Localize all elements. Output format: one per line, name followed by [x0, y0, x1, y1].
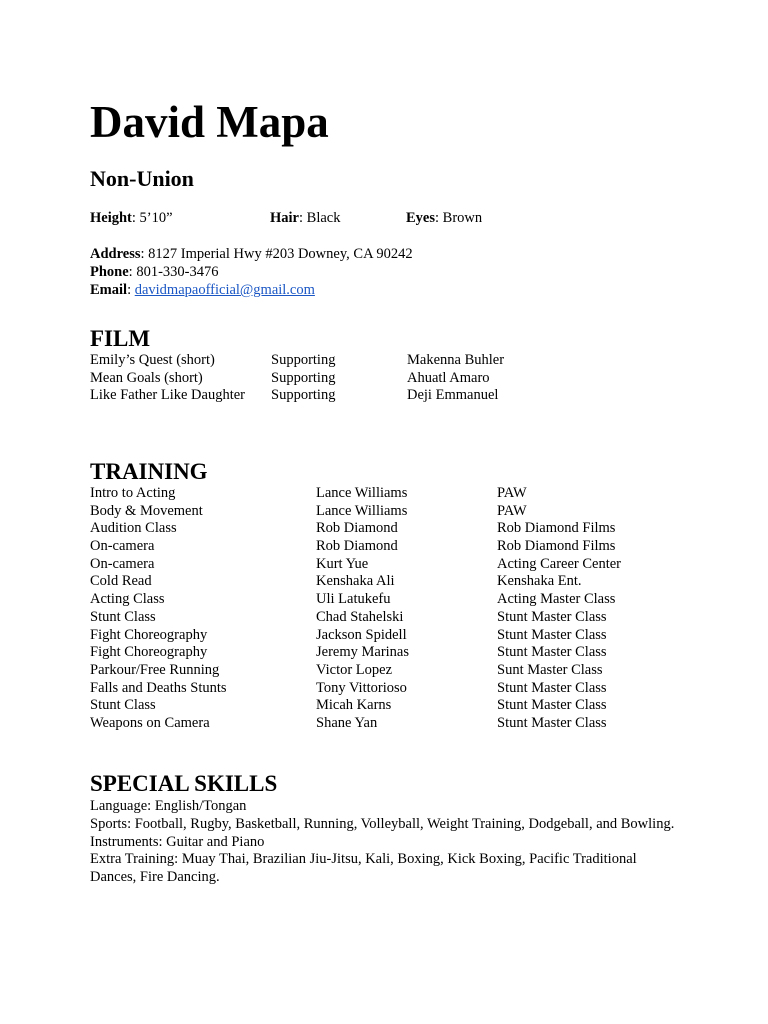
training-row-detail: Jeremy Marinas — [316, 644, 410, 661]
training-row-title: Acting Class — [90, 591, 165, 608]
skill-sports: Sports: Football, Rugby, Basketball, Running, Volleyball, Weight Training, Dodgeball, and Bowling. — [90, 815, 675, 832]
training-row-detail: Jackson Spidell — [316, 626, 407, 643]
training-row — [90, 556, 710, 574]
physical-stats — [90, 209, 690, 227]
training-row-source: Stunt Master Class — [497, 679, 607, 696]
training-row-source: PAW — [497, 485, 527, 501]
training-row — [90, 715, 710, 733]
contact-info — [90, 245, 413, 299]
training-row-source: Acting Career Center — [497, 555, 622, 572]
address-line — [90, 245, 413, 263]
film-row-detail: Supporting — [271, 369, 336, 386]
training-row-source: Rob Diamond Films — [497, 520, 616, 537]
training-row-title: Audition Class — [90, 520, 177, 537]
training-row-detail: Lance Williams — [316, 485, 408, 501]
training-row-source: Stunt Master Class — [497, 697, 607, 714]
training-row-title: Stunt Class — [90, 608, 156, 625]
training-row — [90, 538, 710, 556]
training-row-title: Fight Choreography — [90, 644, 208, 661]
training-row — [90, 503, 710, 521]
training-row — [90, 627, 710, 645]
training-row — [90, 485, 710, 503]
height-label: Height — [90, 210, 132, 226]
training-row-detail: Kurt Yue — [316, 555, 369, 572]
special-skills-heading: SPECIAL SKILLS — [90, 771, 278, 796]
training-row-title: On-camera — [90, 555, 155, 572]
film-row-detail: Supporting — [271, 387, 336, 404]
address-label: Address — [90, 246, 141, 262]
skill-instruments: Instruments: Guitar and Piano — [90, 833, 265, 850]
training-row-title: Falls and Deaths Stunts — [90, 679, 227, 696]
eyes-value: : Brown — [435, 210, 483, 226]
eyes-stat — [406, 209, 482, 227]
email-link[interactable]: davidmapaofficial@gmail.com — [134, 282, 315, 298]
film-heading: FILM — [90, 326, 151, 351]
film-row-source: Makenna Buhler — [407, 352, 505, 368]
training-row-source: Stunt Master Class — [497, 626, 607, 643]
phone-line — [90, 263, 413, 281]
film-row-title: Like Father Like Daughter — [90, 387, 246, 404]
phone-label: Phone — [90, 264, 129, 280]
phone-value: : 801-330-3476 — [128, 264, 219, 280]
special-skills-list — [90, 798, 680, 887]
film-row — [90, 352, 710, 370]
training-row-source: Acting Master Class — [497, 591, 616, 608]
film-row — [90, 370, 710, 388]
training-row-detail: Micah Karns — [316, 697, 392, 714]
film-row-source: Deji Emmanuel — [407, 387, 499, 404]
training-row — [90, 644, 710, 662]
hair-stat — [270, 209, 340, 227]
training-row — [90, 573, 710, 591]
skill-extra-training: Extra Training: Muay Thai, Brazilian Jiu-Jitsu, Kali, Boxing, Kick Boxing, Pacific Traditional Dances, Fire Dancing. — [90, 851, 637, 886]
training-list — [90, 485, 710, 733]
email-label: Email — [90, 282, 128, 298]
hair-label: Hair — [270, 210, 299, 226]
height-value: : 5’10” — [131, 210, 173, 226]
training-row-title: On-camera — [90, 538, 155, 555]
skill-language: Language: English/Tongan — [90, 798, 247, 814]
training-row — [90, 680, 710, 698]
training-row-title: Fight Choreography — [90, 626, 208, 643]
address-value: : 8127 Imperial Hwy #203 Downey, CA 90242 — [140, 246, 413, 262]
training-row-title: Parkour/Free Running — [90, 661, 220, 678]
training-row-title: Intro to Acting — [90, 485, 176, 501]
training-heading: TRAINING — [90, 459, 208, 484]
hair-value: : Black — [299, 210, 341, 226]
training-row — [90, 662, 710, 680]
film-row-title: Mean Goals (short) — [90, 369, 203, 386]
training-row — [90, 697, 710, 715]
training-row-source: Sunt Master Class — [497, 661, 603, 678]
training-row-title: Weapons on Camera — [90, 714, 210, 731]
training-row-title: Stunt Class — [90, 697, 156, 714]
training-row-detail: Shane Yan — [316, 714, 378, 731]
email-line — [90, 281, 413, 299]
actor-name: David Mapa — [90, 97, 329, 147]
training-row-source: Kenshaka Ent. — [497, 573, 582, 590]
training-row-detail: Lance Williams — [316, 502, 408, 519]
height-stat — [90, 209, 173, 227]
training-row-detail: Rob Diamond — [316, 538, 398, 555]
training-row-title: Cold Read — [90, 573, 152, 590]
email-separator: : — [127, 282, 135, 298]
eyes-label: Eyes — [406, 210, 435, 226]
union-status: Non-Union — [90, 166, 194, 191]
training-row-source: Stunt Master Class — [497, 714, 607, 731]
training-row-detail: Kenshaka Ali — [316, 573, 395, 590]
film-row-source: Ahuatl Amaro — [407, 369, 490, 386]
film-list — [90, 352, 710, 405]
training-row-detail: Rob Diamond — [316, 520, 398, 537]
film-row-title: Emily’s Quest (short) — [90, 352, 215, 368]
film-row-detail: Supporting — [271, 352, 336, 368]
training-row-source: Stunt Master Class — [497, 644, 607, 661]
training-row — [90, 591, 710, 609]
training-row-title: Body & Movement — [90, 502, 203, 519]
training-row-source: Stunt Master Class — [497, 608, 607, 625]
training-row — [90, 609, 710, 627]
training-row-detail: Tony Vittorioso — [316, 679, 407, 696]
training-row-detail: Victor Lopez — [316, 661, 393, 678]
training-row-source: PAW — [497, 502, 527, 519]
film-row — [90, 387, 710, 405]
training-row-detail: Uli Latukefu — [316, 591, 391, 608]
training-row-source: Rob Diamond Films — [497, 538, 616, 555]
training-row-detail: Chad Stahelski — [316, 608, 404, 625]
training-row — [90, 520, 710, 538]
